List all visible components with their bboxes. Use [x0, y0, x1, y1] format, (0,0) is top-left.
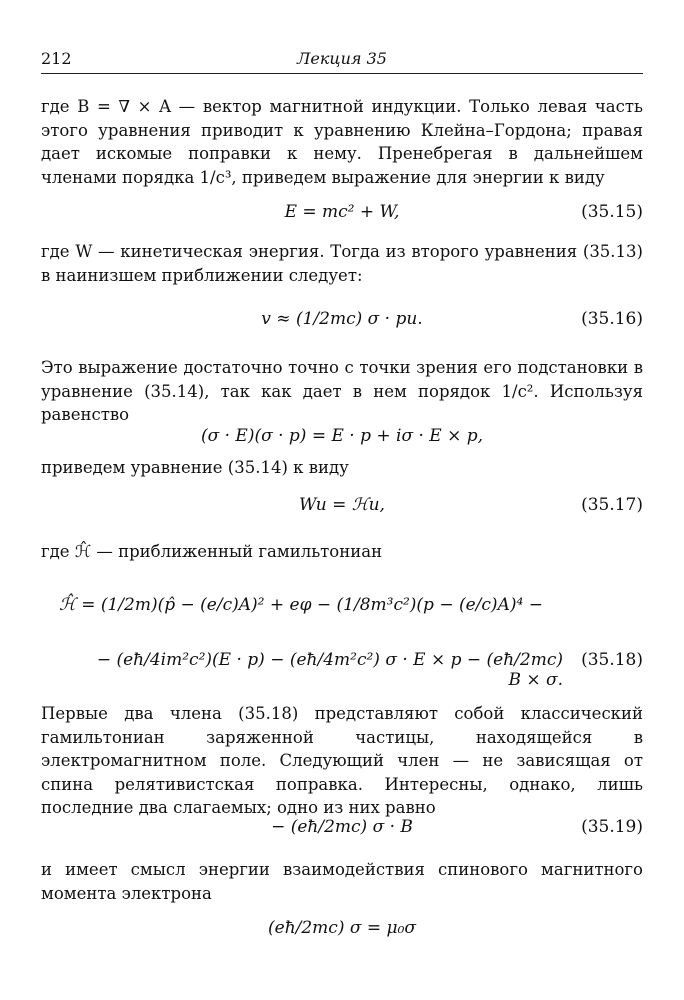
equation-number: (35.17) [581, 495, 643, 515]
lecture-title: Лекция 35 [297, 49, 387, 68]
equation-body: − (eħ/2mc) σ · B [271, 817, 413, 837]
running-header [41, 47, 643, 74]
paragraph-1: где B = ∇ × A — вектор магнитной индукции. Только левая часть этого уравнения приводит к уравнению Клейна–Гордона; правая дает искомые поправки к нему. Пренебрегая в дальнейшем членами порядка 1/c³, приведем выражение для энергии к виду [41, 97, 643, 187]
equation-number: (35.16) [581, 309, 643, 329]
equation-35-18-line-2 [41, 650, 643, 690]
equation-35-19 [41, 817, 643, 857]
equation-body: − (eħ/4im²c²)(E · p) − (eħ/4m²c²) σ · E × p − (eħ/2mc) B × σ. [96, 650, 563, 690]
equation-final [41, 918, 643, 958]
equation-35-18-line-1 [41, 595, 643, 635]
equation-body: Wu = ℋu, [299, 495, 385, 515]
paragraph-6: Первые два члена (35.18) представляют собой классический гамильтониан заряженной частицы, находящейся в электромагнитном поле. Следующий член — не зависящая от спина релятивистская поправка. Интересны, однако, лишь последние два слагаемых; одно из них равно [41, 704, 643, 817]
equation-number: (35.18) [581, 650, 643, 670]
paragraph-4: приведем уравнение (35.14) к виду [41, 458, 349, 477]
equation-35-17 [41, 495, 643, 535]
equation-body: ℋ̂ = (1/2m)(p̂ − (e/c)A)² + eφ − (1/8m³c²)(p − (e/c)A)⁴ − [59, 595, 543, 615]
paragraph-3: Это выражение достаточно точно с точки зрения его подстановки в уравнение (35.14), так как дает в нем порядок 1/c². Используя равенство [41, 358, 643, 424]
equation-body: (σ · E)(σ · p) = E · p + iσ · E × p, [200, 426, 484, 446]
equation-number: (35.19) [581, 817, 643, 837]
equation-35-15 [41, 202, 643, 242]
equation-body: v ≈ (1/2mc) σ · pu. [261, 309, 423, 329]
equation-number: (35.15) [581, 202, 643, 222]
equation-body: (eħ/2mc) σ = μ₀σ [268, 918, 416, 938]
paragraph-2: где W — кинетическая энергия. Тогда из второго уравнения (35.13) в наинизшем приближении следует: [41, 242, 643, 285]
equation-body: E = mc² + W, [284, 202, 400, 222]
paragraph-5: где ℋ̂ — приближенный гамильтониан [41, 542, 383, 561]
paragraph-7: и имеет смысл энергии взаимодействия спинового магнитного момента электрона [41, 860, 643, 903]
equation-35-16 [41, 309, 643, 349]
page-number: 212 [41, 49, 72, 68]
